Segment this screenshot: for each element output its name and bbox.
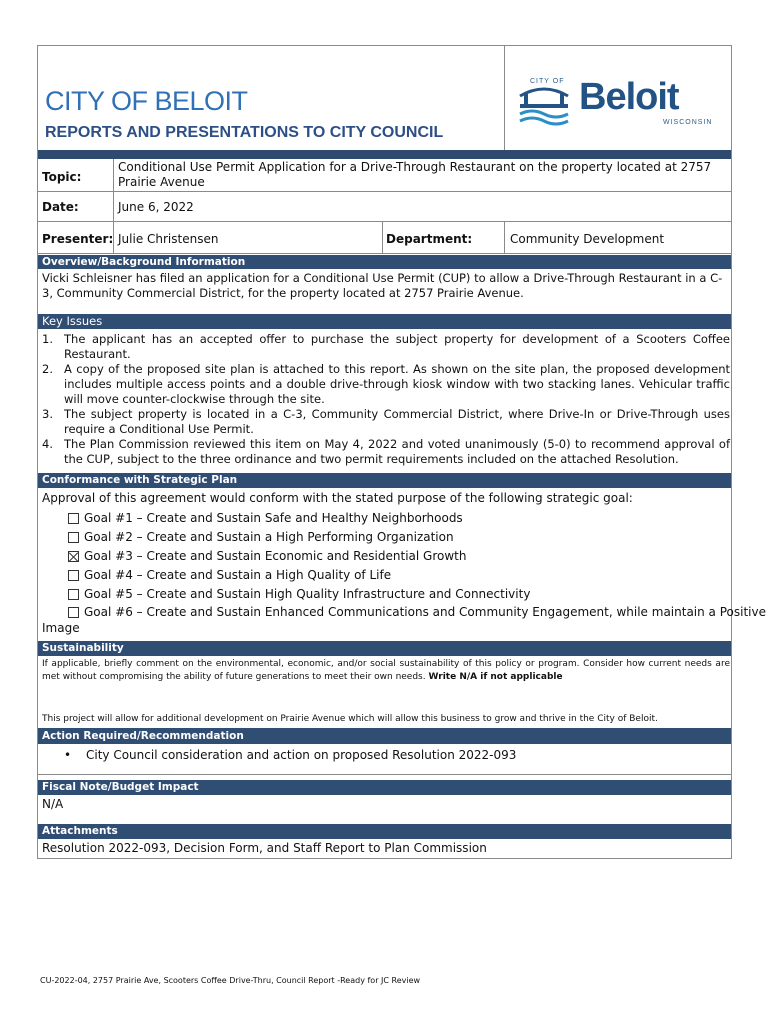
sustainability-heading: Sustainability [38, 641, 731, 656]
topic-label: Topic: [42, 170, 82, 184]
overview-heading: Overview/Background Information [38, 255, 731, 269]
goal-item: Goal #3 – Create and Sustain Economic and Residential Growth [68, 549, 466, 563]
goal-item: Goal #5 – Create and Sustain High Quality Infrastructure and Connectivity [68, 587, 530, 601]
department-value: Community Development [510, 232, 665, 246]
report-form [37, 45, 766, 859]
presenter-row [38, 222, 731, 254]
date-row [38, 192, 731, 222]
sustainability-instructions-bold: Write N/A if not applicable [428, 672, 563, 682]
attachments-text: Resolution 2022-093, Decision Form, and Staff Report to Plan Commission [42, 841, 487, 855]
date-label: Date: [42, 200, 79, 214]
key-issues-heading: Key Issues [38, 314, 731, 329]
presenter-value: Julie Christensen [118, 232, 219, 246]
checkbox-icon[interactable] [68, 570, 79, 581]
topic-value: Conditional Use Permit Application for a Drive-Through Restaurant on the property located at 2757 Prairie Avenue [118, 160, 712, 189]
key-issues-list [42, 332, 730, 467]
header-band [38, 150, 731, 159]
fiscal-text: N/A [42, 797, 64, 811]
list-item: 1. The applicant has an accepted offer to purchase the subject property for development of a Scooters Coffee Restaurant. [42, 332, 730, 361]
goal-6-continuation: Image [42, 621, 80, 635]
action-heading: Action Required/Recommendation [38, 728, 731, 744]
checkbox-icon[interactable] [68, 589, 79, 600]
list-item: 4. The Plan Commission reviewed this item on May 4, 2022 and voted unanimously (5-0) to recommend approval of the CUP, subject to the three ordinance and two permit requirements included on the attached Resolution. [42, 437, 730, 466]
goal-item: Goal #4 – Create and Sustain a High Quality of Life [68, 568, 391, 582]
report-header [38, 46, 731, 150]
conformance-heading: Conformance with Strategic Plan [38, 473, 731, 488]
page-footer: CU-2022-04, 2757 Prairie Ave, Scooters Coffee Drive-Thru, Council Report -Ready for JC Review [40, 976, 421, 985]
row-divider [382, 222, 383, 254]
checkbox-icon[interactable] [68, 513, 79, 524]
checkbox-icon[interactable] [68, 607, 79, 618]
goal-item: Goal #2 – Create and Sustain a High Performing Organization [68, 530, 454, 544]
logo-city-of: CITY OF [530, 78, 565, 85]
conformance-intro: Approval of this agreement would conform with the stated purpose of the following strategic goal: [42, 491, 633, 505]
list-item: 3. The subject property is located in a C-3, Community Commercial District, where Drive-In or Drive-Through uses require a Conditional Use Permit. [42, 407, 730, 436]
row-divider [504, 222, 505, 254]
list-item: 2. A copy of the proposed site plan is attached to this report. As shown on the site plan, the proposed development includes multiple access points and a double drive-through kiosk window with two stacking lanes. Vehicular traffic will move counter-clockwise through the site. [42, 362, 730, 406]
presenter-label: Presenter: [42, 232, 114, 246]
bullet-icon: • [64, 748, 72, 762]
header-divider [504, 46, 505, 150]
sustainability-instructions: If applicable, briefly comment on the environmental, economic, and/or social sustainability of this policy or program. Consider how current needs are met without compromising the ability of future generations to meet their own needs. Write N/A if not applicable [42, 659, 730, 682]
logo-wordmark: Beloit [579, 76, 679, 118]
goal-item: Goal #1 – Create and Sustain Safe and Healthy Neighborhoods [68, 511, 463, 525]
fiscal-heading: Fiscal Note/Budget Impact [38, 780, 731, 795]
attachments-heading: Attachments [38, 824, 731, 839]
topic-row [38, 159, 731, 192]
overview-text: Vicki Schleisner has filed an application for a Conditional Use Permit (CUP) to allow a Drive-Through Restaurant in a C-3, Community Commercial District, for the property located at 2757 Prairie Avenue. [42, 271, 723, 300]
row-divider [113, 192, 114, 222]
department-label: Department: [386, 232, 473, 246]
goal-item: Goal #6 – Create and Sustain Enhanced Communications and Community Engagement, while maintain a Positive [68, 605, 766, 619]
row-divider [113, 222, 114, 254]
city-title: CITY OF BELOIT [45, 86, 248, 116]
divider [38, 774, 731, 775]
checked-checkbox-icon[interactable] [68, 551, 79, 562]
checkbox-icon[interactable] [68, 532, 79, 543]
sustainability-comment: This project will allow for additional development on Prairie Avenue which will allow this business to grow and thrive in the City of Beloit. [42, 714, 658, 724]
action-item: • City Council consideration and action on proposed Resolution 2022-093 [64, 748, 517, 762]
reports-title: REPORTS AND PRESENTATIONS TO CITY COUNCIL [45, 124, 444, 141]
date-value: June 6, 2022 [118, 200, 194, 214]
logo-state: WISCONSIN [663, 119, 713, 126]
row-divider [113, 159, 114, 192]
